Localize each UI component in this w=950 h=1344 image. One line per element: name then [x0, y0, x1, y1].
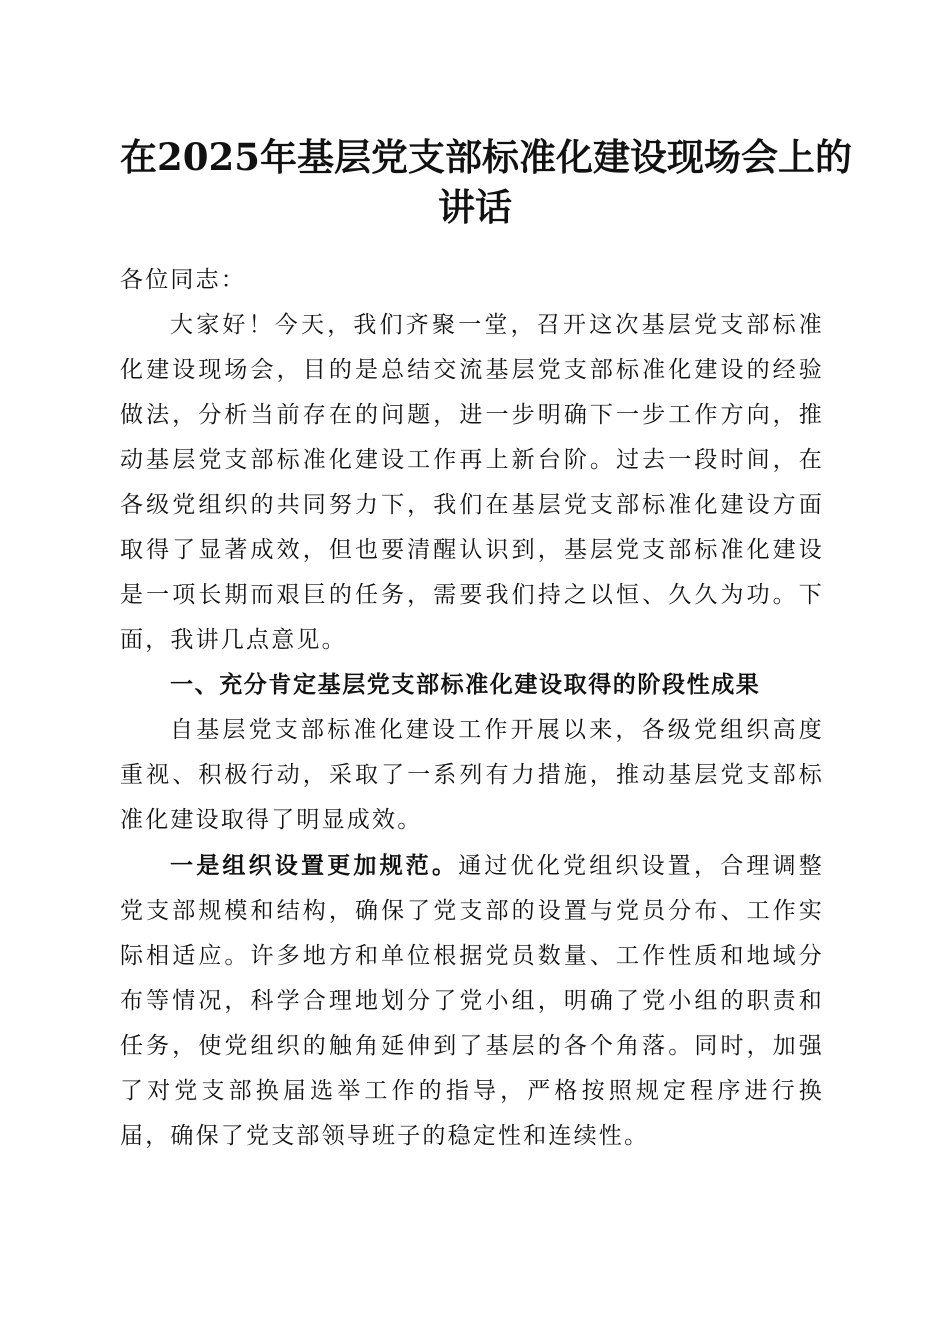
paragraph-achievements-intro: 自基层党支部标准化建设工作开展以来，各级党组织高度重视、积极行动，采取了一系列有力措施，推动基层党支部标准化建设取得了明显成效。 [120, 717, 824, 833]
document-body [120, 258, 824, 1159]
title-line-1: 在2025年基层党支部标准化建设现场会上的 [120, 135, 852, 179]
title-line-2: 讲话 [438, 185, 512, 229]
page-title [120, 132, 852, 232]
paragraph-organization [120, 843, 824, 1159]
paragraph-opening: 大家好！今天，我们齐聚一堂，召开这次基层党支部标准化建设现场会，目的是总结交流基层党支部标准化建设的经验做法，分析当前存在的问题，进一步明确下一步工作方向，推动基层党支部标准化建设工作再上新台阶。过去一段时间，在各级党组织的共同努力下，我们在基层党支部标准化建设方面取得了显著成效，但也要清醒认识到，基层党支部标准化建设是一项长期而艰巨的任务，需要我们持之以恒、久久为功。下面，我讲几点意见。 [120, 312, 824, 653]
paragraph-lead-phrase: 一是组织设置更加规范。 [170, 852, 459, 879]
section-heading-1: 一、充分肯定基层党支部标准化建设取得的阶段性成果 [170, 672, 761, 698]
paragraph-organization-body: 通过优化党组织设置，合理调整党支部规模和结构，确保了党支部的设置与党员分布、工作实际相适应。许多地方和单位根据党员数量、工作性质和地域分布等情况，科学合理地划分了党小组，明确了党小组的职责和任务，使党组织的触角延伸到了基层的各个角落。同时，加强了对党支部换届选举工作的指导，严格按照规定程序进行换届，确保了党支部领导班子的稳定性和连续性。 [120, 853, 824, 1149]
salutation: 各位同志： [120, 267, 246, 293]
